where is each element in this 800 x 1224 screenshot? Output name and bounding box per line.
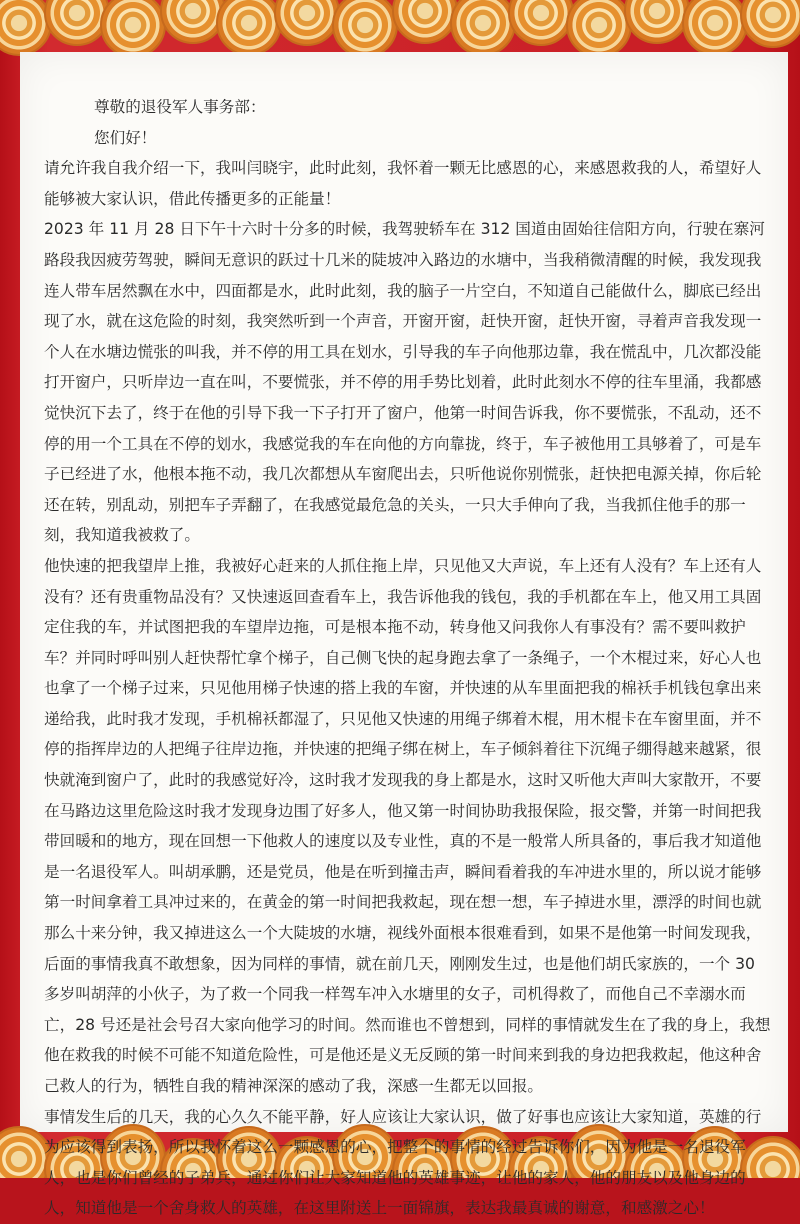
letter-paragraph: 他快速的把我望岸上推，我被好心赶来的人抓住拖上岸，只见他又大声说，车上还有人没有？车上还有人没有？还有贵重物品没有？又快速返回查看车上，我告诉他我的钱包，我的手机都在车上，他又用工具固定住我的车，并试图把我的车望岸边拖，可是根本拖不动，转身他又问我你人有事没有？需不要叫救护车？并同时呼叫别人赶快帮忙拿个梯子，自己侧飞快的起身跑去拿了一条绳子，一个木棍过来，好心人也也拿了一个梯子过来，只见他用梯子快速的搭上我的车窗，并快速的从车里面把我的棉袄手机钱包拿出来递给我，此时我才发现，手机棉袄都湿了，只见他又快速的用绳子绑着木棍，用木棍卡在车窗里面，并不停的指挥岸边的人把绳子往岸边拖，并快速的把绳子绑在树上，车子倾斜着往下沉绳子绷得越来越紧，很快就淹到窗户了，此时的我感觉好冷，这时我才发现我的身上都是水，这时又听他大声叫大家散开，不要在马路边这里危险这时我才发现身边围了好多人，他又第一时间协助我报保险，报交警，并第一时间把我带回暖和的地方，现在回想一下他救人的速度以及专业性，真的不是一般常人所具备的，事后我才知道他是一名退役军人。叫胡承鹏，还是党员，他是在听到撞击声，瞬间看着我的车冲进水里的，所以说才能够第一时间拿着工具冲过来的，在黄金的第一时间把我救起，现在想一想，车子掉进水里，漂浮的时间也就那么十来分钟，我又掉进这么一个大陡坡的水塘，视线外面根本很难看到，如果不是他第一时间发现我，后面的事情我真不敢想象，因为同样的事情，就在前几天，刚刚发生过，也是他们胡氏家族的，一个 30 多岁叫胡萍的小伙子，为了救一个同我一样驾车冲入水塘里的女子，司机得救了，而他自己不幸溺水而亡，28 号还是社会号召大家向他学习的时间。然而谁也不曾想到，同样的事情就发生在了我的身上，我想他在救我的时候不可能不知道危险性，可是他还是义无反顾的第一时间来到我的身边把我救起，他这种舍己救人的行为，牺牲自我的精神深深的感动了我，深感一生都无以回报。 (44, 556, 771, 1095)
letter-body (44, 92, 774, 1224)
letter-paragraph: 事情发生后的几天，我的心久久不能平静，好人应该让大家认识，做了好事也应该让大家知道，英雄的行为应该得到表扬，所以我怀着这么一颗感恩的心，把整个的事情的经过告诉你们，因为他是一名退役军人，也是你们曾经的子弟兵，通过你们让大家知道他的英雄事迹，让他的家人，他的朋友以及他身边的人，知道他是一个舍身救人的英雄，在这里附送上一面锦旗，表达我最真诚的谢意，和感激之心！ (44, 1107, 762, 1218)
letter-salutation: 尊敬的退役军人事务部： (94, 98, 266, 116)
letter-paragraph: 2023 年 11 月 28 日下午十六时十分多的时候，我驾驶轿车在 312 国道由固始往信阳方向，行驶在寨河路段我因疲劳驾驶，瞬间无意识的跃过十几米的陡坡冲入路边的水塘中，当我稍微清醒的时候，我发现我连人带车居然飘在水中，四面都是水，此时此刻，我的脑子一片空白，不知道自己能做什么，脚底已经出现了水，就在这危险的时刻，我突然听到一个声音，开窗开窗，赶快开窗，赶快开窗，寻着声音我发现一个人在水塘边慌张的叫我，并不停的用工具在划水，引导我的车子向他那边靠，我在慌乱中，几次都没能打开窗户，只听岸边一直在叫，不要慌张，并不停的用手势比划着，此时此刻水不停的往车里涌，我都感觉快沉下去了，终于在他的引导下我一下子打开了窗户，他第一时间告诉我，你不要慌张，不乱动，还不停的用一个工具在不停的划水，我感觉我的车在向他的方向靠拢，终于，车子被他用工具够着了，可是车子已经进了水，他根本拖不动，我几次都想从车窗爬出去，只听他说你别慌张，赶快把电源关掉，你后轮还在转，别乱动，别把车子弄翻了，在我感觉最危急的关头，一只大手伸向了我，当我抓住他手的那一刻，我知道我被救了。 (44, 220, 765, 545)
letter-paragraph: 请允许我自我介绍一下，我叫闫晓宇，此时此刻，我怀着一颗无比感恩的心，来感恩救我的人，希望好人能够被大家认识，借此传播更多的正能量！ (44, 159, 762, 208)
letter-greeting: 您们好！ (94, 128, 157, 147)
